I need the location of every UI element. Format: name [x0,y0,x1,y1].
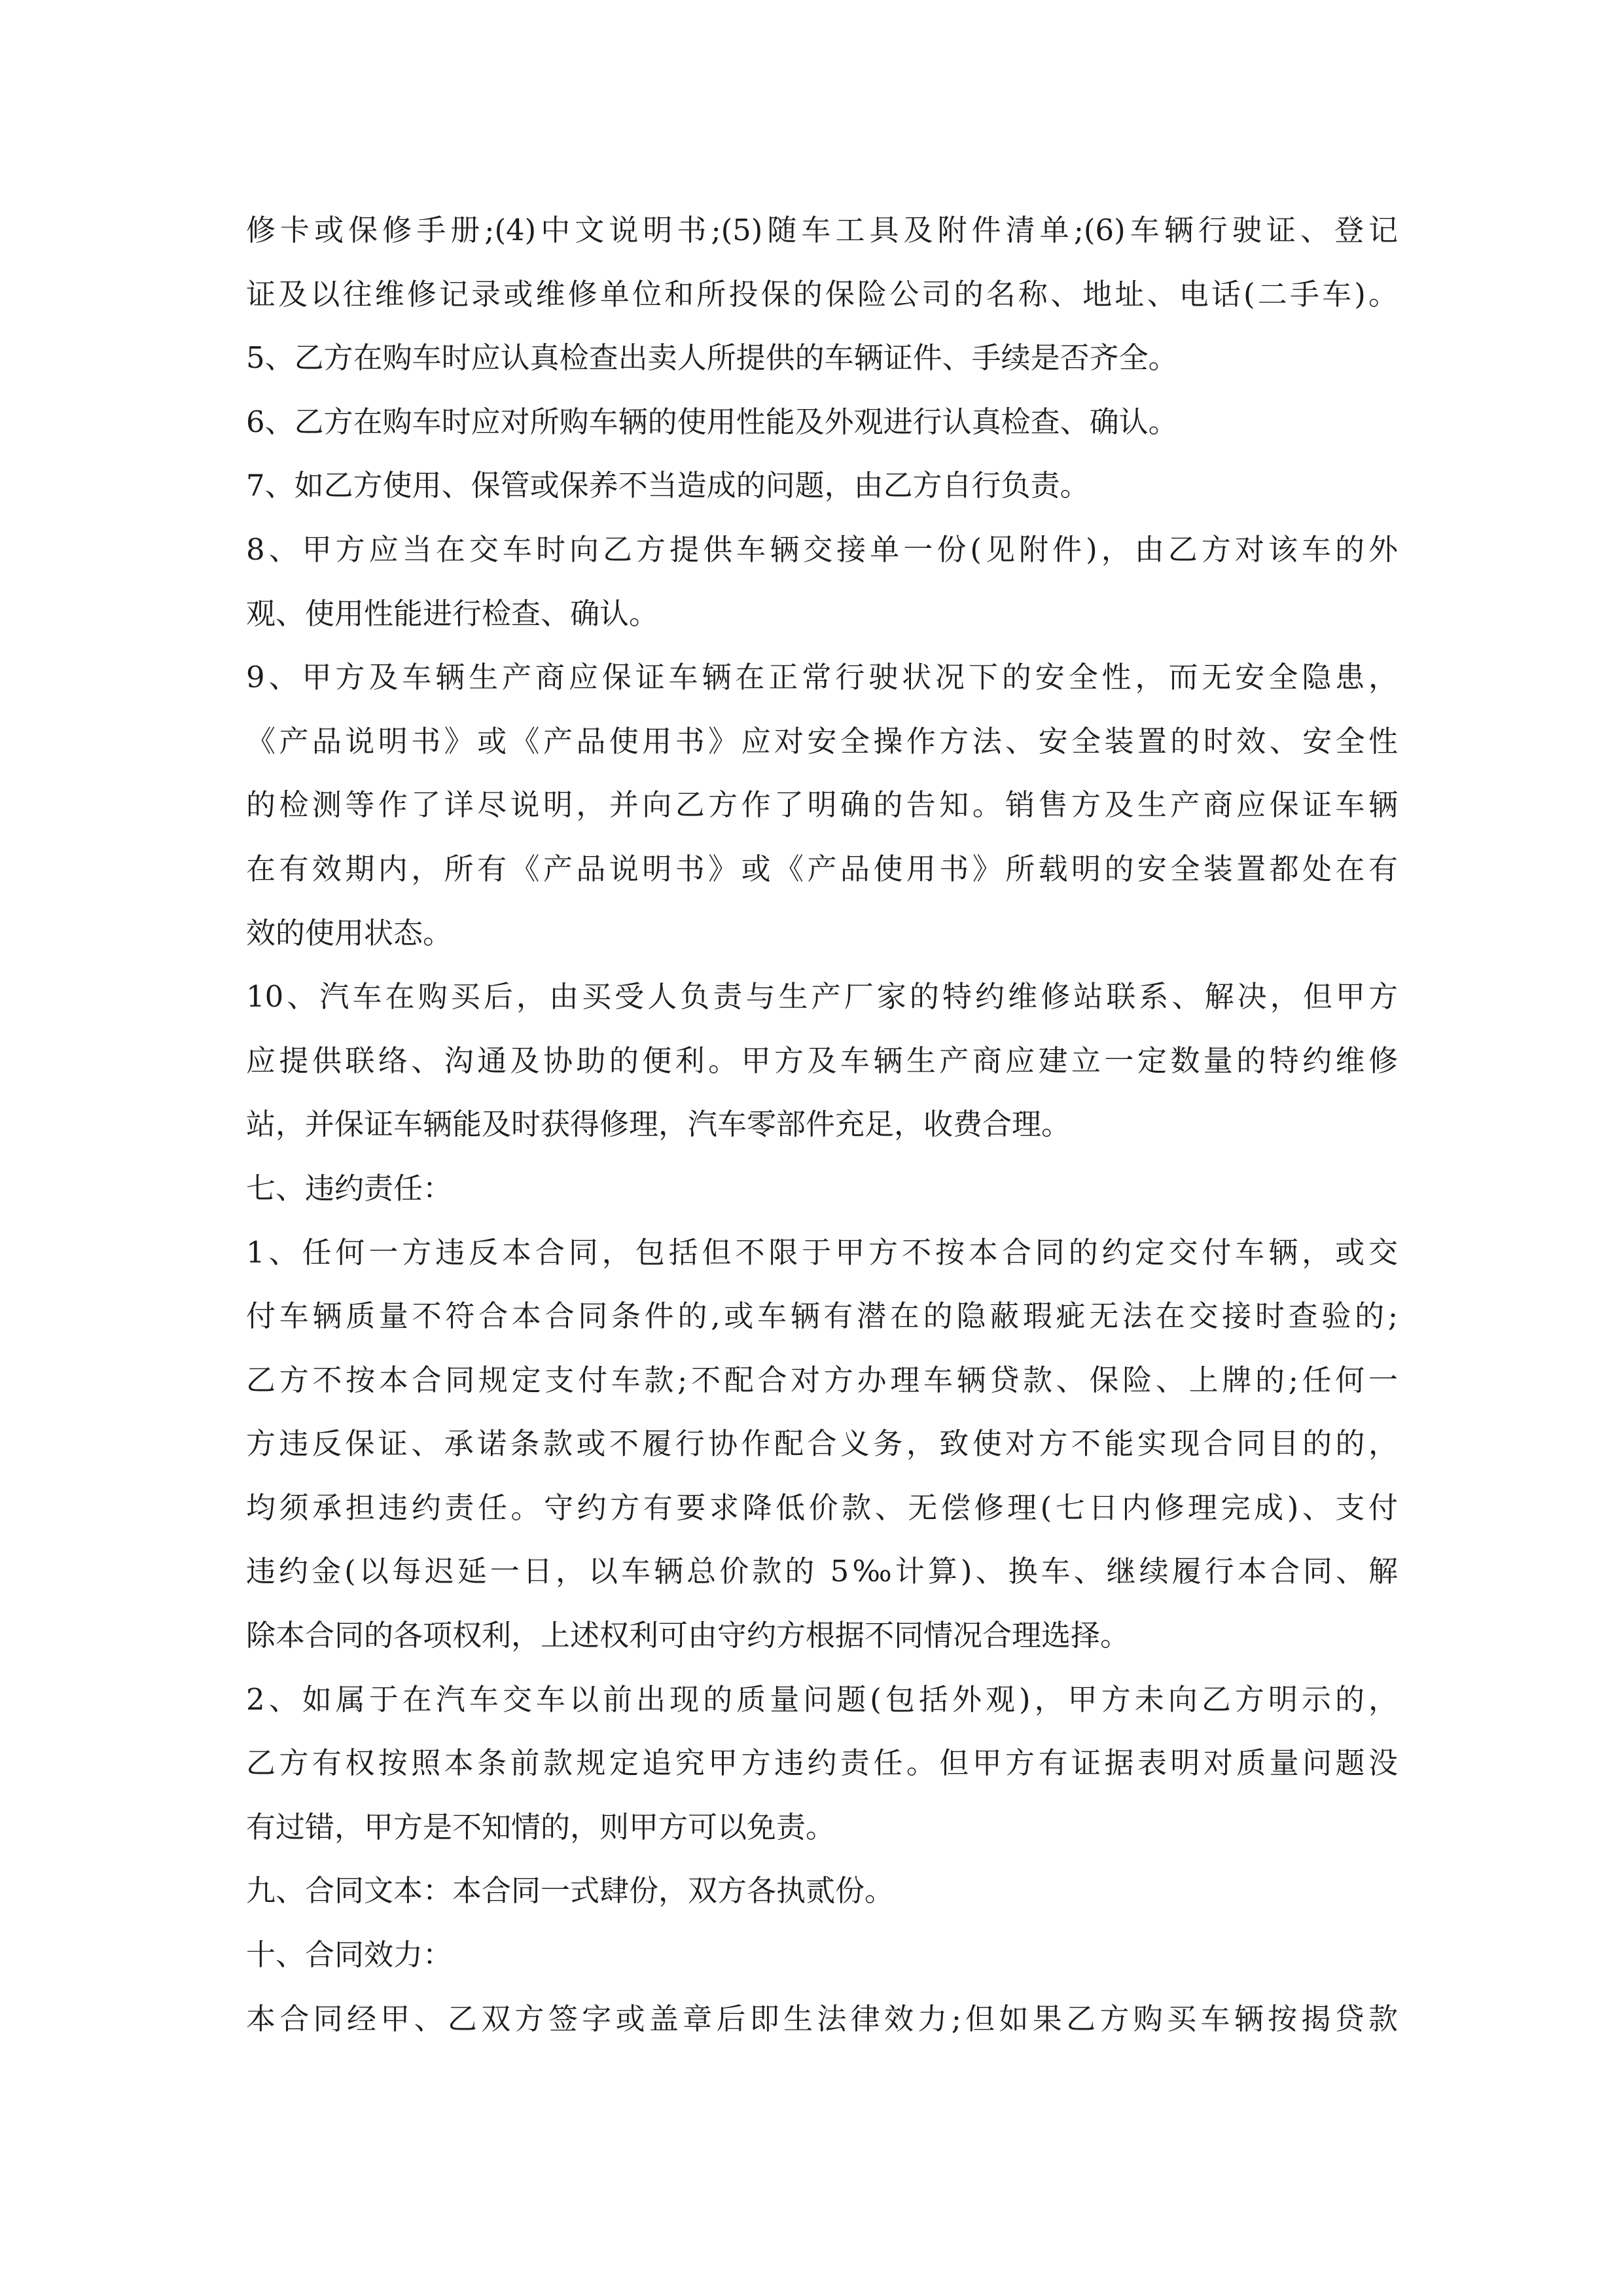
text-line: 均须承担违约责任。守约方有要求降低价款、无偿修理(七日内修理完成)、支付 [246,1490,1398,1525]
text-line: 9、甲方及车辆生产商应保证车辆在正常行驶状况下的安全性，而无安全隐患， [246,660,1398,695]
text-line: 方违反保证、承诺条款或不履行协作配合义务，致使对方不能实现合同目的的， [246,1426,1398,1462]
text-line: 效的使用状态。 [246,915,453,950]
text-line: 修卡或保修手册;(4)中文说明书;(5)随车工具及附件清单;(6)车辆行驶证、登记 [246,213,1398,247]
contract-text-body [246,198,1398,2051]
text-line: 8、甲方应当在交车时向乙方提供车辆交接单一份(见附件)，由乙方对该车的外 [246,531,1398,567]
section-heading: 九、合同文本：本合同一式肆份，双方各执贰份。 [246,1873,895,1909]
text-line: 证及以往维修记录或维修单位和所投保的保险公司的名称、地址、电话(二手车)。 [246,276,1398,312]
text-line: 的检测等作了详尽说明，并向乙方作了明确的告知。销售方及生产商应保证车辆 [246,787,1398,823]
text-line: 6、乙方在购车时应对所购车辆的使用性能及外观进行认真检查、确认。 [246,404,1178,439]
text-line: 乙方不按本合同规定支付车款;不配合对方办理车辆贷款、保险、上牌的;任何一 [246,1362,1398,1397]
text-line: 10、汽车在购买后，由买受人负责与生产厂家的特约维修站联系、解决，但甲方 [246,979,1398,1014]
text-line: 应提供联络、沟通及协助的便利。甲方及车辆生产商应建立一定数量的特约维修 [246,1043,1398,1078]
section-heading: 七、违约责任： [246,1170,453,1206]
text-line: 付车辆质量不符合本合同条件的,或车辆有潜在的隐蔽瑕疵无法在交接时查验的; [246,1299,1398,1334]
text-line: 2、如属于在汽车交车以前出现的质量问题(包括外观)，甲方未向乙方明示的， [246,1681,1398,1717]
text-line: 乙方有权按照本条前款规定追究甲方违约责任。但甲方有证据表明对质量问题没 [246,1746,1398,1781]
text-line: 本合同经甲、乙双方签字或盖章后即生法律效力;但如果乙方购买车辆按揭贷款 [246,2001,1398,2036]
text-line: 有过错，甲方是不知情的，则甲方可以免责。 [246,1809,836,1844]
section-heading: 十、合同效力： [246,1937,453,1973]
text-line: 除本合同的各项权利，上述权利可由守约方根据不同情况合理选择。 [246,1618,1130,1653]
text-line: 在有效期内，所有《产品说明书》或《产品使用书》所载明的安全装置都处在有 [246,851,1398,886]
text-line: 1、任何一方违反本合同，包括但不限于甲方不按本合同的约定交付车辆，或交 [246,1234,1398,1270]
text-line: 站，并保证车辆能及时获得修理，汽车零部件充足，收费合理。 [246,1107,1071,1142]
text-line: 违约金(以每迟延一日，以车辆总价款的 5‰计算)、换车、继续履行本合同、解 [246,1554,1398,1589]
text-line: 观、使用性能进行检查、确认。 [246,596,659,631]
text-line: 《产品说明书》或《产品使用书》应对安全操作方法、安全装置的时效、安全性 [246,723,1398,759]
text-line: 5、乙方在购车时应认真检查出卖人所提供的车辆证件、手续是否齐全。 [246,340,1178,376]
text-line: 7、如乙方使用、保管或保养不当造成的问题，由乙方自行负责。 [246,468,1090,503]
